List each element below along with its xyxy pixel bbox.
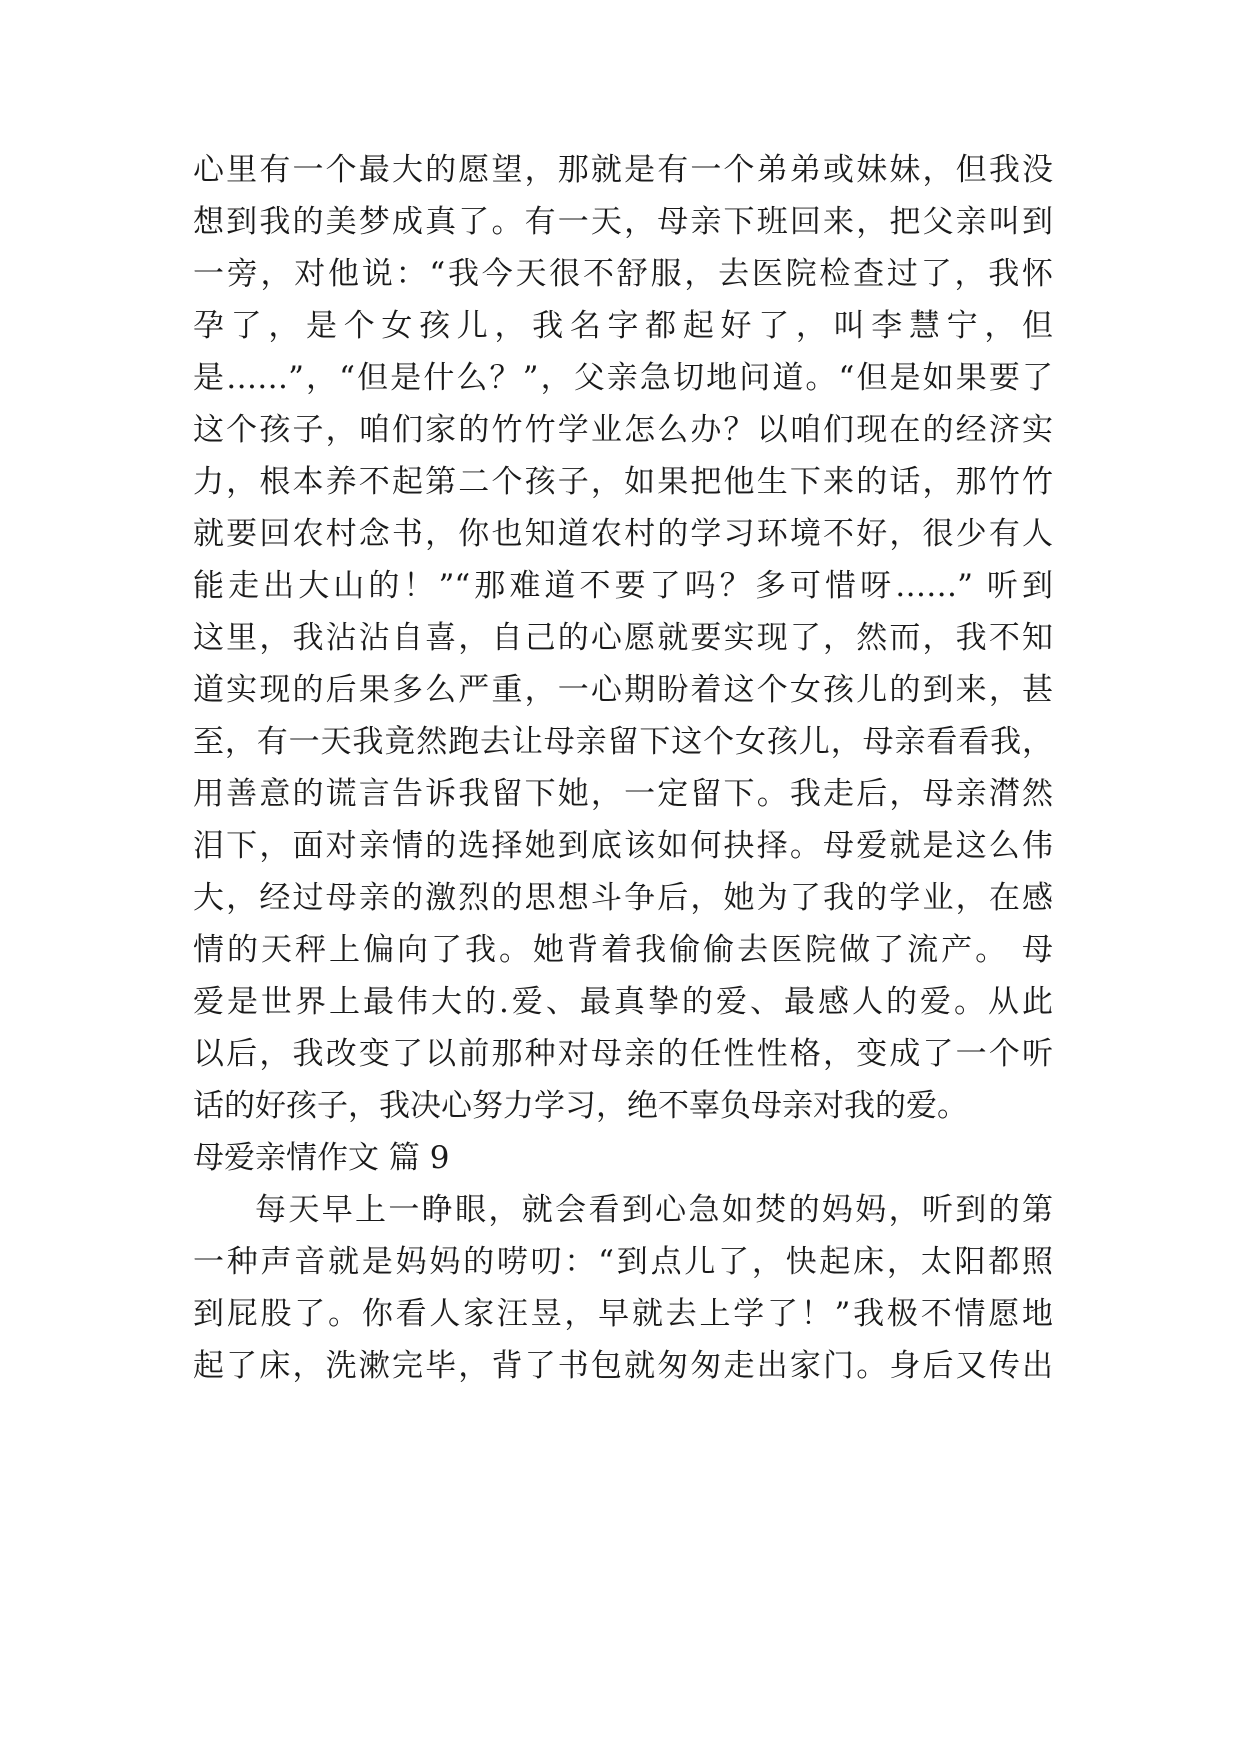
text-line: 每天早上一睁眼，就会看到心急如焚的妈妈，听到的第 — [255, 1192, 1053, 1228]
text-line: 泪下，面对亲情的选择她到底该如何抉择。母爱就是这么伟 — [193, 828, 1053, 864]
text-line: 一旁，对他说：“我今天很不舒服，去医院检查过了，我怀 — [193, 256, 1053, 292]
text-line: 道实现的后果多么严重，一心期盼着这个女孩儿的到来，甚 — [193, 672, 1053, 708]
text-line: 是……”，“但是什么？”，父亲急切地问道。“但是如果要了 — [193, 360, 1053, 396]
text-line: 爱是世界上最伟大的.爱、最真挚的爱、最感人的爱。从此 — [193, 984, 1053, 1020]
text-line: 力，根本养不起第二个孩子，如果把他生下来的话，那竹竹 — [193, 464, 1053, 500]
text-line: 心里有一个最大的愿望，那就是有一个弟弟或妹妹，但我没 — [193, 152, 1053, 188]
text-line: 到屁股了。你看人家汪昱，早就去上学了！”我极不情愿地 — [193, 1296, 1053, 1332]
text-line: 就要回农村念书，你也知道农村的学习环境不好，很少有人 — [193, 516, 1053, 552]
text-line: 用善意的谎言告诉我留下她，一定留下。我走后，母亲潸然 — [193, 776, 1053, 812]
text-line: 情的天秤上偏向了我。她背着我偷偷去医院做了流产。 母 — [193, 932, 1053, 968]
text-line: 起了床，洗漱完毕，背了书包就匆匆走出家门。身后又传出 — [193, 1348, 1053, 1384]
text-line: 能走出大山的！”“那难道不要了吗？多可惜呀……” 听到 — [193, 568, 1053, 604]
text-line: 至，有一天我竟然跑去让母亲留下这个女孩儿，母亲看看我， — [193, 724, 1053, 760]
text-line: 这里，我沾沾自喜，自己的心愿就要实现了，然而，我不知 — [193, 620, 1053, 656]
text-line: 这个孩子，咱们家的竹竹学业怎么办？以咱们现在的经济实 — [193, 412, 1053, 448]
text-line: 孕了，是个女孩儿，我名字都起好了，叫李慧宁，但 — [193, 308, 1053, 344]
text-line: 一种声音就是妈妈的唠叨：“到点儿了，快起床，太阳都照 — [193, 1244, 1053, 1280]
text-line: 以后，我改变了以前那种对母亲的任性性格，变成了一个听 — [193, 1036, 1053, 1072]
text-line: 想到我的美梦成真了。有一天，母亲下班回来，把父亲叫到 — [193, 204, 1053, 240]
text-line: 话的好孩子，我决心努力学习，绝不辜负母亲对我的爱。 — [193, 1088, 968, 1124]
text-line: 大，经过母亲的激烈的思想斗争后，她为了我的学业，在感 — [193, 880, 1053, 916]
section-heading: 母爱亲情作文 篇 9 — [193, 1140, 450, 1176]
